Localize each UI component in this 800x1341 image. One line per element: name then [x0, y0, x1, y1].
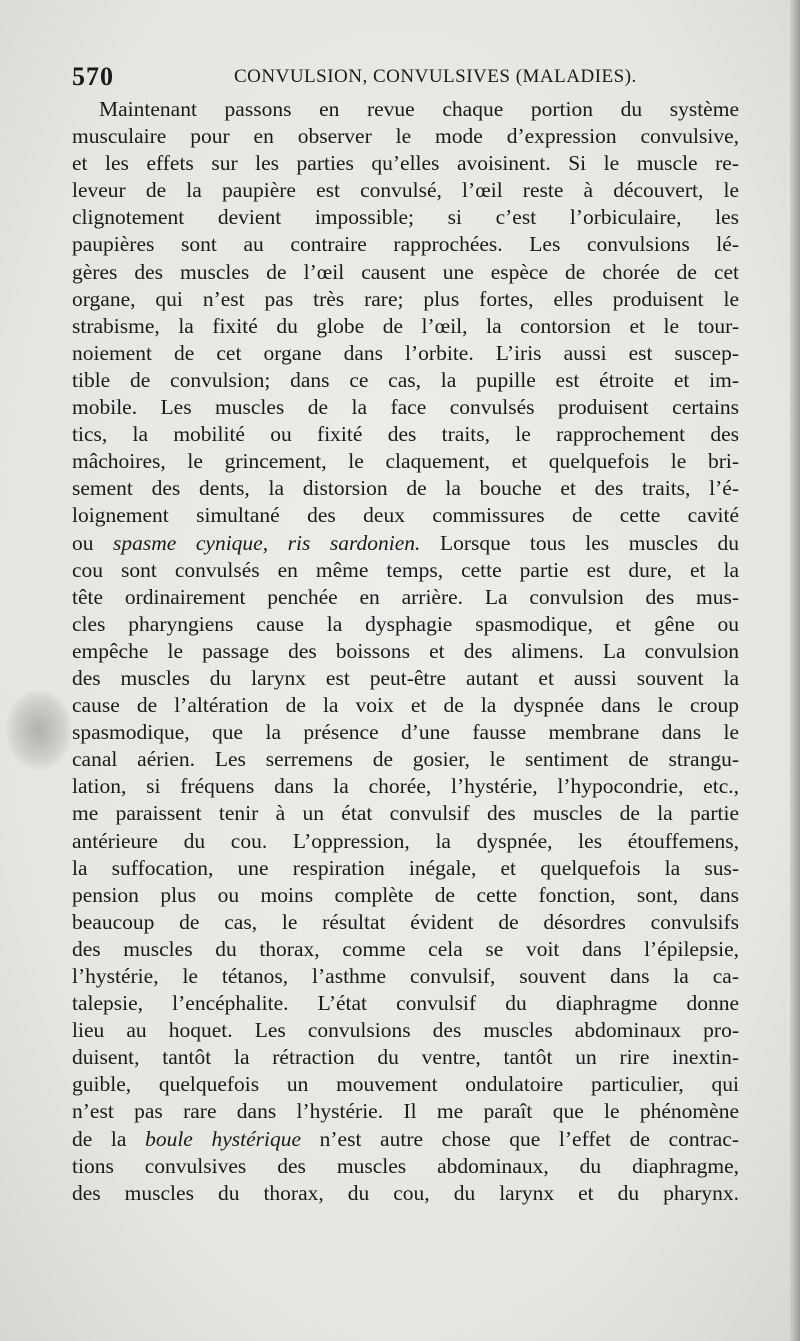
text-line: paupières sont au contraire rapprochées. Les convulsions lé-	[72, 232, 739, 257]
text-line: noiement de cet organe dans l’orbite. L’iris aussi est suscep-	[72, 340, 739, 365]
text-line-italic-phrase	[72, 1126, 739, 1153]
text-line: lation, si fréquens dans la chorée, l’hystérie, l’hypocondrie, etc.,	[72, 774, 739, 799]
page-header	[72, 60, 752, 96]
text-line: canal aérien. Les serremens de gosier, le sentiment de strangu-	[72, 747, 739, 772]
text-line: loignement simultané des deux commissures de cette cavité	[72, 503, 739, 528]
running-title: CONVULSION, CONVULSIVES (MALADIES).	[234, 66, 637, 87]
text-line: pension plus ou moins complète de cette fonction, sont, dans	[72, 882, 739, 907]
text-line: duisent, tantôt la rétraction du ventre, tantôt un rire inextin-	[72, 1045, 739, 1070]
text-run: de la	[72, 1126, 146, 1151]
body-paragraph	[72, 96, 739, 1207]
text-line: des muscles du thorax, comme cela se voit dans l’épilepsie,	[72, 936, 739, 961]
page-number: 570	[72, 62, 114, 91]
text-line: lieu au hoquet. Les convulsions des muscles abdominaux pro-	[72, 1018, 739, 1043]
text-line: leveur de la paupière est convulsé, l’œil reste à découvert, le	[72, 178, 739, 203]
text-line: organe, qui n’est pas très rare; plus fortes, elles produisent le	[72, 286, 739, 311]
text-line: et les effets sur les parties qu’elles avoisinent. Si le muscle re-	[72, 151, 739, 176]
text-line: spasmodique, que la présence d’une fausse membrane dans le	[72, 720, 739, 745]
foxing-stain	[6, 690, 72, 770]
page-edge	[790, 0, 800, 1341]
text-line: tions convulsives des muscles abdominaux, du diaphragme,	[72, 1153, 739, 1178]
text-line: guible, quelquefois un mouvement ondulatoire particulier, qui	[72, 1072, 739, 1097]
text-line: Maintenant passons en revue chaque portion du système	[99, 97, 739, 121]
text-line: clignotement devient impossible; si c’est l’orbiculaire, les	[72, 205, 739, 230]
text-line: me paraissent tenir à un état convulsif des muscles de la partie	[72, 801, 739, 826]
text-run: ou	[72, 530, 114, 555]
text-line: sement des dents, la distorsion de la bouche et des traits, l’é-	[72, 476, 739, 501]
text-line: mobile. Les muscles de la face convulsés produisent certains	[72, 395, 739, 420]
text-line: cou sont convulsés en même temps, cette partie est dure, et la	[72, 557, 739, 582]
text-line: strabisme, la fixité du globe de l’œil, la contorsion et le tour-	[72, 313, 739, 338]
text-line: des muscles du larynx est peut-être autant et aussi souvent la	[72, 665, 739, 690]
italic-phrase: boule hystérique	[145, 1126, 302, 1151]
text-line: musculaire pour en observer le mode d’expression convulsive,	[72, 124, 739, 149]
text-line: beaucoup de cas, le résultat évident de désordres convulsifs	[72, 909, 739, 934]
text-line: l’hystérie, le tétanos, l’asthme convulsif, souvent dans la ca-	[72, 964, 739, 988]
text-line: talepsie, l’encéphalite. L’état convulsif du diaphragme donne	[72, 991, 739, 1016]
text-run: n’est autre chose que l’effet de contrac-	[301, 1126, 739, 1151]
text-line-italic-phrase	[72, 530, 739, 557]
text-line: tête ordinairement penchée en arrière. La convulsion des mus-	[72, 584, 739, 609]
text-line: antérieure du cou. L’oppression, la dyspnée, les étouffemens,	[72, 828, 739, 853]
italic-phrase: spasme cynique, ris sardonien.	[113, 530, 421, 555]
text-line: tible de convulsion; dans ce cas, la pupille est étroite et im-	[72, 367, 739, 392]
text-line: empêche le passage des boissons et des alimens. La convulsion	[72, 638, 739, 663]
text-line: cles pharyngiens cause la dysphagie spasmodique, et gêne ou	[72, 611, 739, 636]
text-line: gères des muscles de l’œil causent une espèce de chorée de cet	[72, 259, 739, 284]
text-line: tics, la mobilité ou fixité des traits, le rapprochement des	[72, 422, 739, 447]
text-line: cause de l’altération de la voix et de la dyspnée dans le croup	[72, 693, 739, 718]
text-line: des muscles du thorax, du cou, du larynx et du pharynx.	[72, 1180, 739, 1205]
text-line: n’est pas rare dans l’hystérie. Il me paraît que le phénomène	[72, 1099, 739, 1124]
text-line: la suffocation, une respiration inégale, et quelquefois la sus-	[72, 855, 739, 880]
text-run: Lorsque tous les muscles du	[420, 530, 739, 555]
text-line: mâchoires, le grincement, le claquement, et quelquefois le bri-	[72, 449, 739, 474]
